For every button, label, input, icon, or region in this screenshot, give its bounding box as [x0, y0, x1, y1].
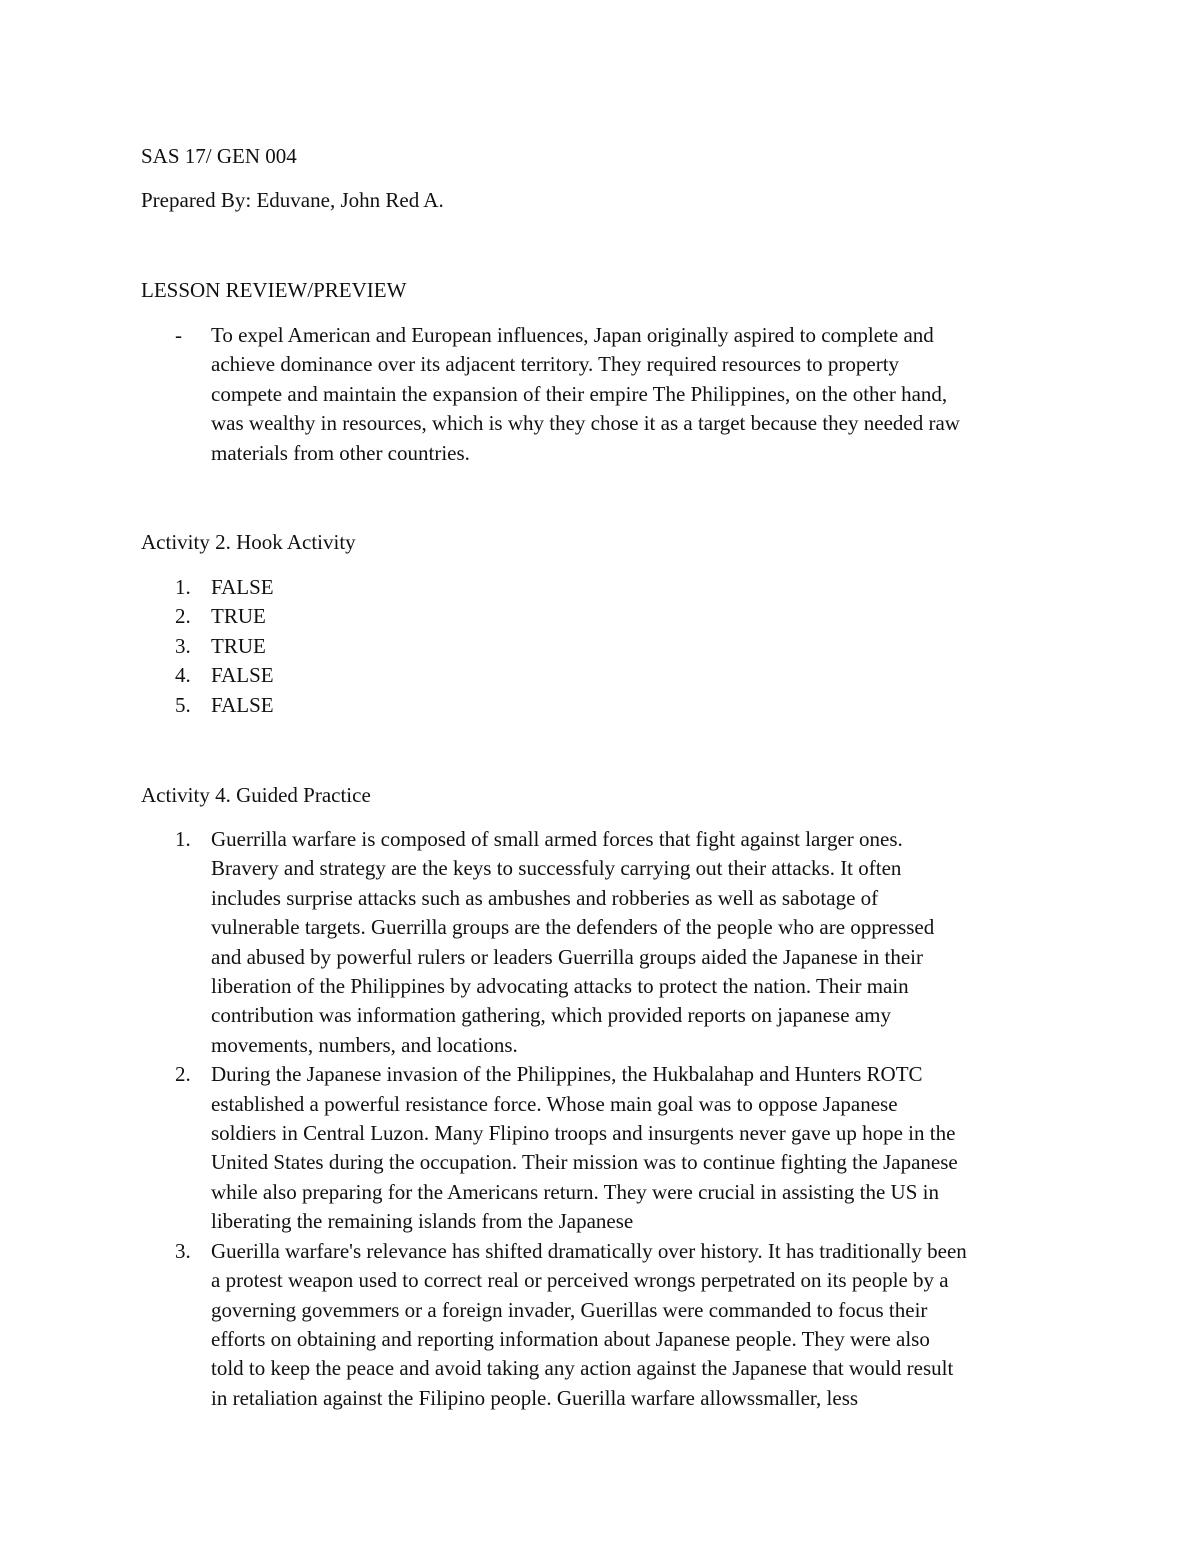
list-marker: 5. — [175, 692, 191, 717]
paragraph-line: efforts on obtaining and reporting information about Japanese people. They were also — [211, 1326, 930, 1351]
course-code: SAS 17/ GEN 004 — [141, 144, 297, 168]
list-marker: 2. — [175, 1062, 191, 1087]
paragraph-line: During the Japanese invasion of the Philippines, the Hukbalahap and Hunters ROTC — [211, 1062, 923, 1087]
answer-text: TRUE — [211, 633, 266, 658]
list-item — [141, 825, 1081, 1060]
paragraph-line: a protest weapon used to correct real or perceived wrongs perpetrated on its people by a — [211, 1268, 949, 1293]
paragraph-line: established a powerful resistance force. Whose main goal was to oppose Japanese — [211, 1091, 898, 1116]
list-marker: 4. — [175, 663, 191, 688]
guided-practice-list — [141, 825, 1081, 1413]
paragraph-line: Guerilla warfare's relevance has shifted dramatically over history. It has traditionally been — [211, 1238, 967, 1263]
paragraph-line: movements, numbers, and locations. — [211, 1032, 518, 1057]
paragraph-line: United States during the occupation. Their mission was to continue fighting the Japanese — [211, 1150, 958, 1175]
list-item — [141, 661, 1081, 690]
list-item — [141, 632, 1081, 661]
paragraph-line: compete and maintain the expansion of their empire The Philippines, on the other hand, — [211, 381, 948, 406]
list-item — [141, 1060, 1081, 1236]
answer-text: TRUE — [211, 604, 266, 629]
paragraph-line: includes surprise attacks such as ambushes and robberies as well as sabotage of — [211, 885, 879, 910]
paragraph-line: liberation of the Philippines by advocating attacks to protect the nation. Their main — [211, 974, 909, 999]
activity-4-heading: Activity 4. Guided Practice — [141, 783, 371, 807]
paragraph-line: Bravery and strategy are the keys to successfuly carrying out their attacks. It often — [211, 856, 902, 881]
hook-activity-list — [141, 573, 1081, 720]
paragraph-line: soldiers in Central Luzon. Many Flipino troops and insurgents never gave up hope in the — [211, 1121, 956, 1146]
paragraph-line: vulnerable targets. Guerrilla groups are the defenders of the people who are oppressed — [211, 915, 935, 940]
paragraph-line: told to keep the peace and avoid taking any action against the Japanese that would result — [211, 1356, 954, 1381]
paragraph-line: To expel American and European influences, Japan originally aspired to complete and — [211, 323, 934, 347]
list-marker: 3. — [175, 1238, 191, 1263]
lesson-review-heading: LESSON REVIEW/PREVIEW — [141, 278, 407, 302]
list-item — [141, 321, 1081, 468]
paragraph-line: in retaliation against the Filipino people. Guerilla warfare allowssmaller, less — [211, 1385, 859, 1410]
list-marker: 2. — [175, 604, 191, 629]
list-marker: - — [175, 323, 182, 347]
list-item — [141, 602, 1081, 631]
lesson-review-list — [141, 321, 1081, 468]
paragraph-line: contribution was information gathering, which provided reports on japanese amy — [211, 1003, 891, 1028]
prepared-by: Prepared By: Eduvane, John Red A. — [141, 188, 444, 212]
list-marker: 3. — [175, 633, 191, 658]
answer-text: FALSE — [211, 692, 274, 717]
paragraph-line: and abused by powerful rulers or leaders Guerrilla groups aided the Japanese in their — [211, 944, 924, 969]
answer-text: FALSE — [211, 575, 274, 599]
paragraph-line: was wealthy in resources, which is why they chose it as a target because they needed raw — [211, 411, 960, 436]
list-marker: 1. — [175, 575, 191, 599]
list-item — [141, 573, 1081, 602]
paragraph-line: materials from other countries. — [211, 440, 470, 465]
paragraph-line: Guerrilla warfare is composed of small armed forces that fight against larger ones. — [211, 827, 903, 851]
paragraph-line: liberating the remaining islands from the Japanese — [211, 1209, 634, 1234]
paragraph-line: governing govemmers or a foreign invader, Guerillas were commanded to focus their — [211, 1297, 928, 1322]
paragraph-line: while also preparing for the Americans return. They were crucial in assisting the US in — [211, 1179, 939, 1204]
paragraph-line: achieve dominance over its adjacent territory. They required resources to property — [211, 352, 900, 377]
list-marker: 1. — [175, 827, 191, 851]
list-item — [141, 1237, 1081, 1413]
list-item — [141, 691, 1081, 720]
activity-2-heading: Activity 2. Hook Activity — [141, 530, 356, 554]
answer-text: FALSE — [211, 663, 274, 688]
